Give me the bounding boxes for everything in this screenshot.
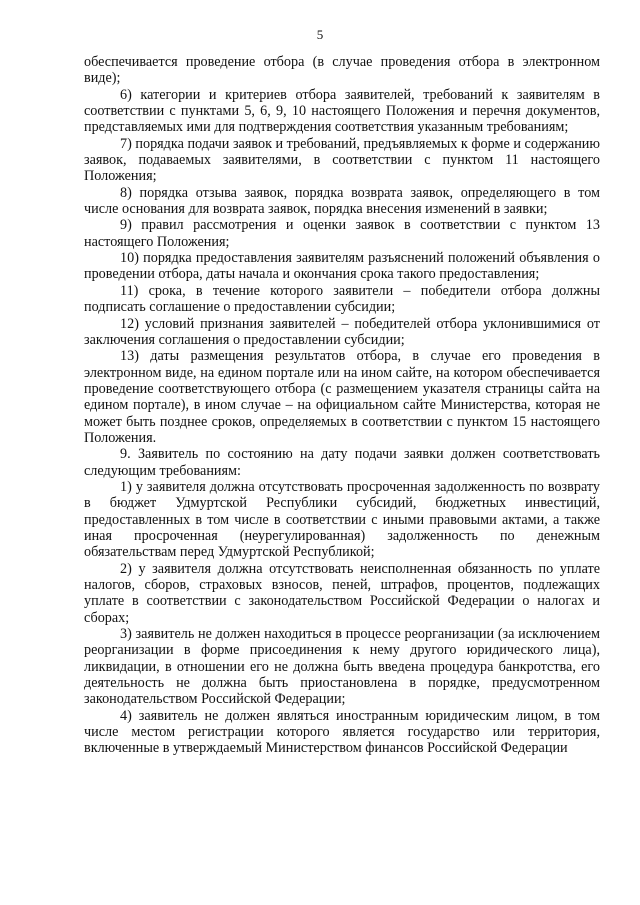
paragraph-continuation: обеспечивается проведение отбора (в случае проведения отбора в электронном виде); xyxy=(84,54,600,87)
paragraph-item-7: 7) порядка подачи заявок и требований, предъявляемых к форме и содержанию заявок, подаваемых заявителями, в соответствии с пунктом 11 настоящего Положения; xyxy=(84,135,600,185)
paragraph-item-8: 8) порядка отзыва заявок, порядка возврата заявок, определяющего в том числе основания для возврата заявок, порядка внесения изменений в заявки; xyxy=(84,184,600,218)
paragraph-requirement-4: 4) заявитель не должен являться иностранным юридическим лицом, в том числе местом регистрации которого является государство или территория, включенные в утверждаемый Министерством финансов Российской Федерации xyxy=(84,707,600,757)
document-body xyxy=(84,54,600,757)
paragraph-requirement-3: 3) заявитель не должен находиться в процессе реорганизации (за исключением реорганизации в форме присоединения к нему другого юридического лица), ликвидации, в отношении его не должна быть введена процедура банкротства, его деятельность не должна быть приостановлена в порядке, предусмотренном законодательством Российской Федерации; xyxy=(84,626,600,708)
paragraph-requirement-2: 2) у заявителя должна отсутствовать неисполненная обязанность по уплате налогов, сборов, страховых взносов, пеней, штрафов, процентов, подлежащих уплате в соответствии с законодательством Российской Федерации о налогах и сборах; xyxy=(84,560,600,626)
paragraph-item-12: 12) условий признания заявителей – победителей отбора уклонившимися от заключения соглашения о предоставлении субсидии; xyxy=(84,315,600,348)
paragraph-item-6: 6) категории и критериев отбора заявителей, требований к заявителям в соответствии с пунктами 5, 6, 9, 10 настоящего Положения и перечня документов, представляемых ими для подтверждения соответствия указанным требованиям; xyxy=(84,86,600,136)
paragraph-item-10: 10) порядка предоставления заявителям разъяснений положений объявления о проведении отбора, даты начала и окончания срока такого предоставления; xyxy=(84,250,600,283)
paragraph-item-9: 9) правил рассмотрения и оценки заявок в соответствии с пунктом 13 настоящего Положения; xyxy=(84,217,600,250)
page-number: 5 xyxy=(316,27,324,42)
paragraph-clause-9: 9. Заявитель по состоянию на дату подачи заявки должен соответствовать следующим требованиям: xyxy=(84,446,600,479)
paragraph-item-11: 11) срока, в течение которого заявители – победители отбора должны подписать соглашение о предоставлении субсидии; xyxy=(84,282,600,316)
paragraph-requirement-1: 1) у заявителя должна отсутствовать просроченная задолженность по возврату в бюджет Удмуртской Республики субсидий, бюджетных инвестиций, предоставленных в том числе в соответствии с иными правовыми актами, а также иная просроченная (неурегулированная) задолженность по денежным обязательствам перед Удмуртской Республикой; xyxy=(84,478,600,561)
paragraph-item-13: 13) даты размещения результатов отбора, в случае его проведения в электронном виде, на едином портале или на ином сайте, на котором обеспечивается проведение соответствующего отбора (с размещением указателя страницы сайта на едином портале), в ином случае – на официальном сайте Министерства, которая не может быть позднее сроков, определяемых в соответствии с пунктом 15 настоящего Положения. xyxy=(84,348,600,446)
